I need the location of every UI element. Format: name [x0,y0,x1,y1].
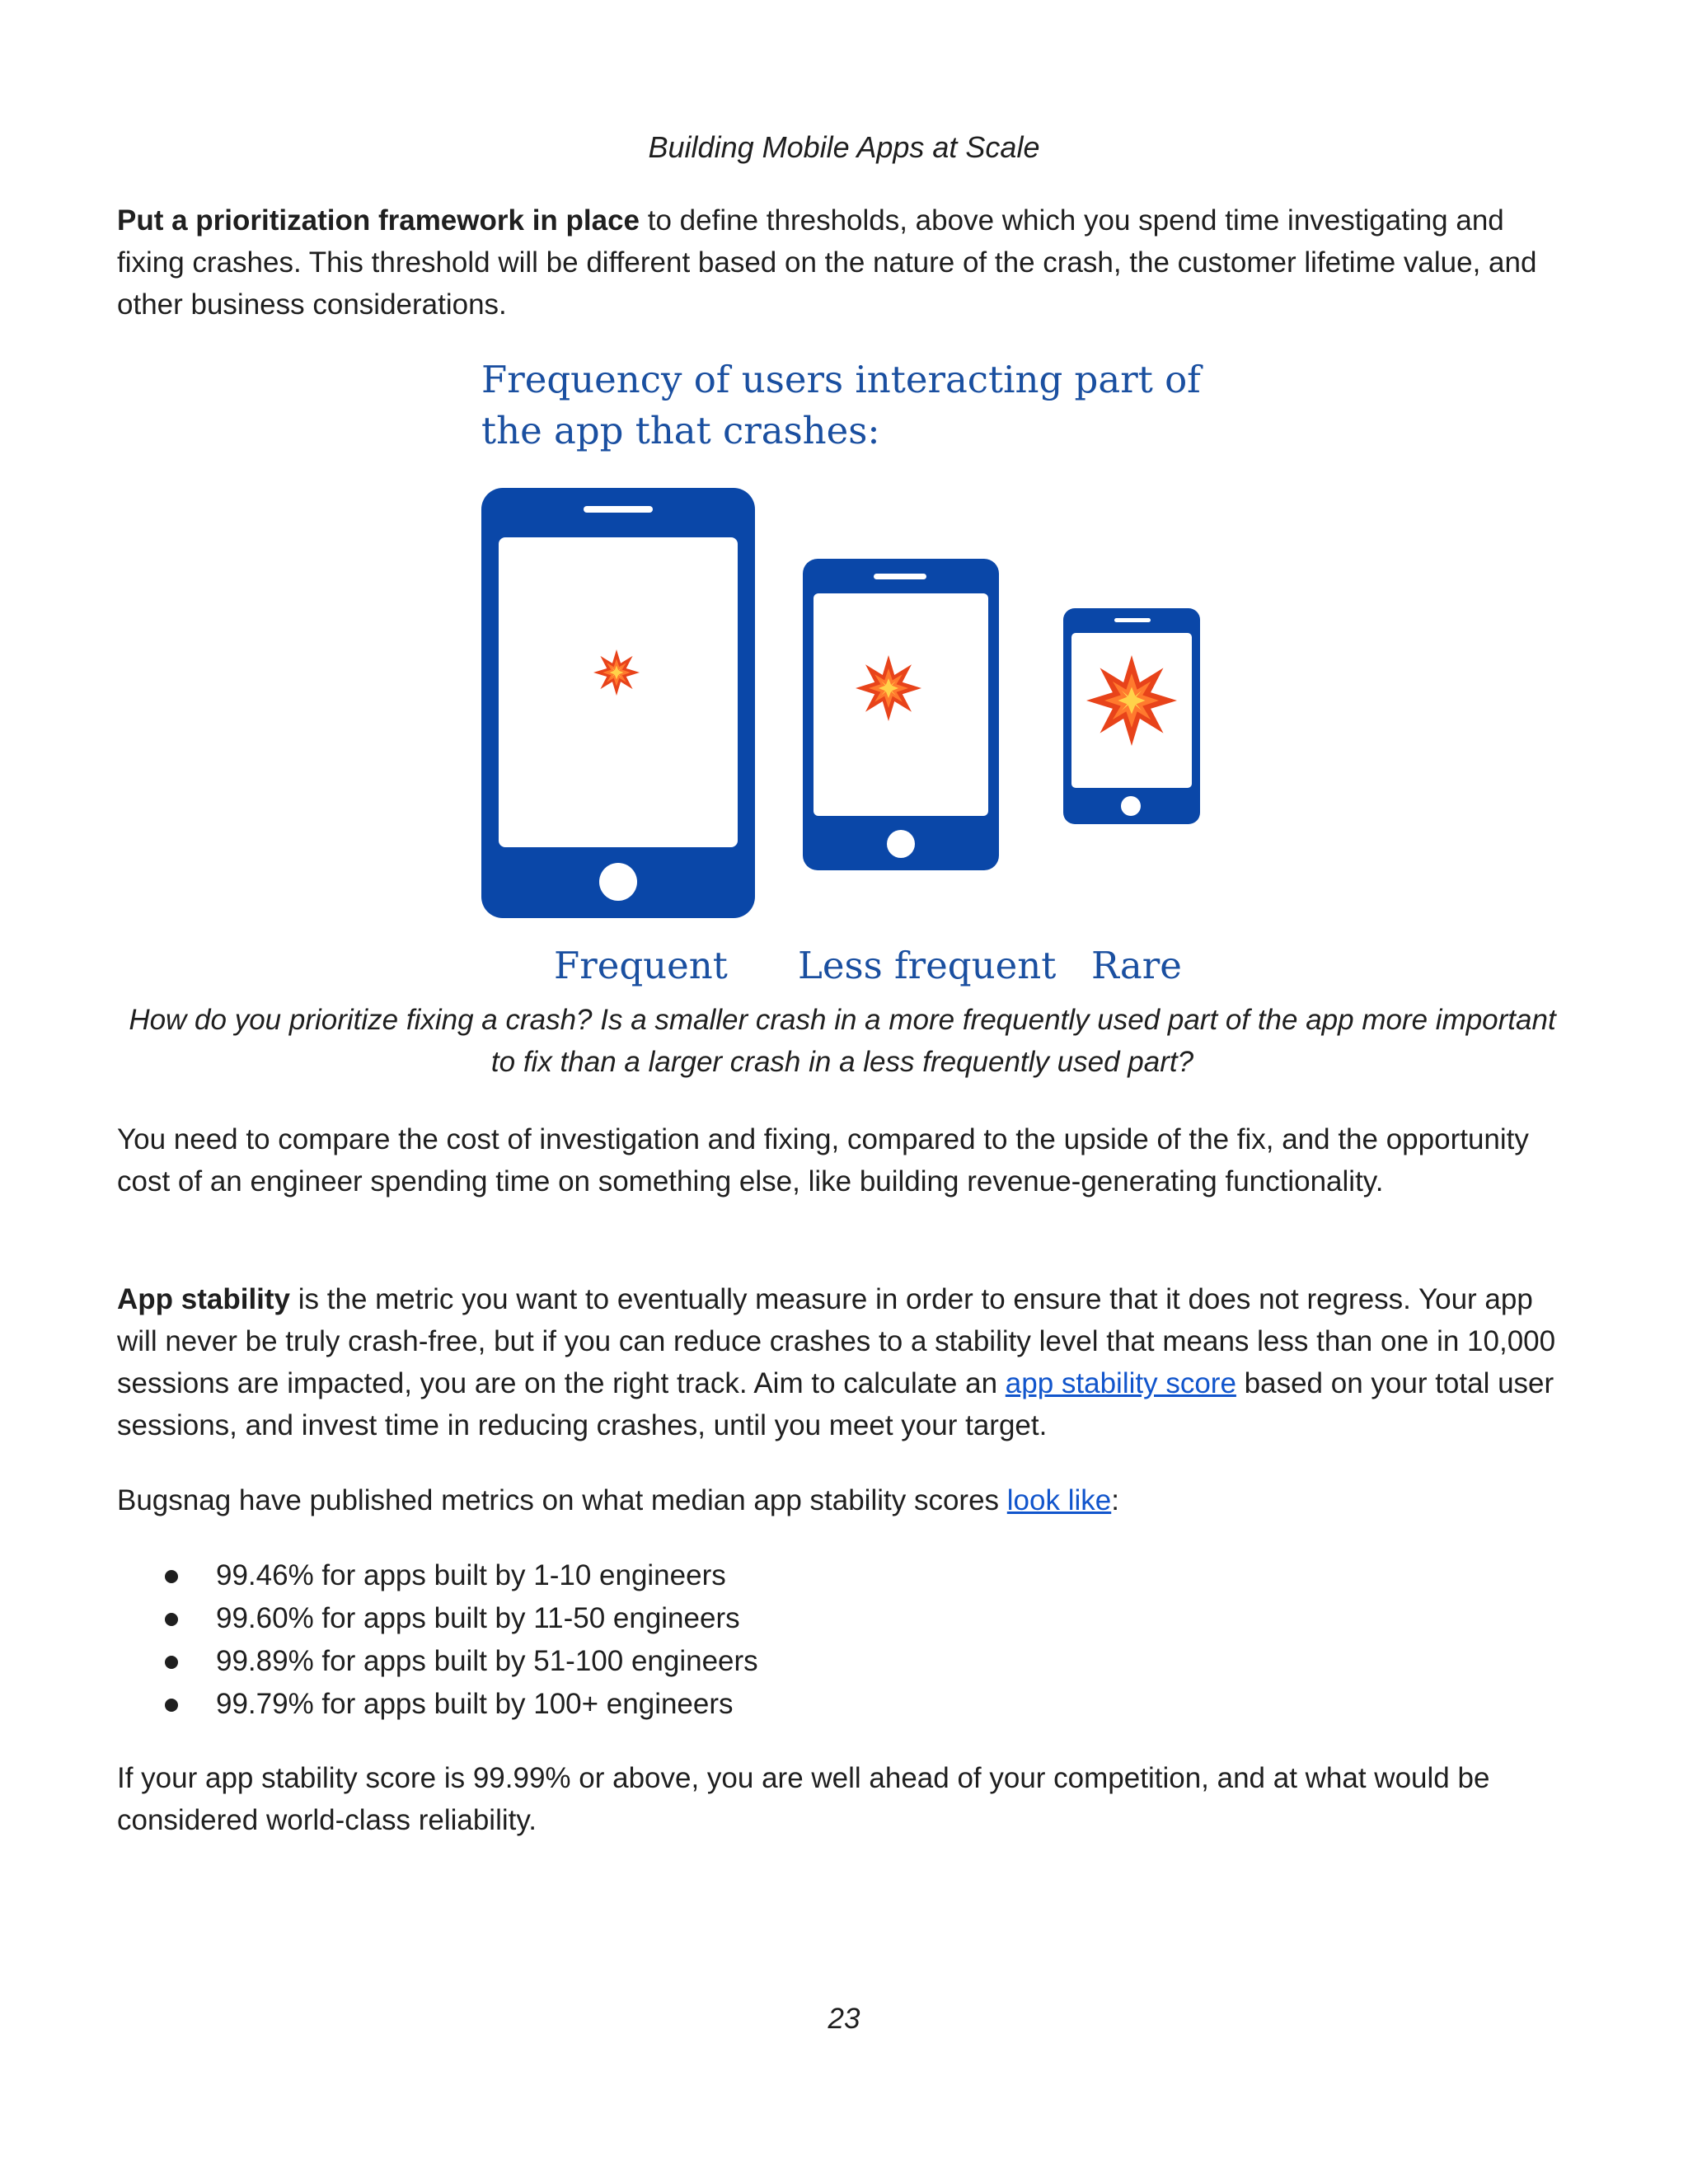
label-rare: Rare [1091,944,1182,987]
bullet-icon [165,1699,178,1712]
phones-illustration [462,470,1236,931]
label-frequent: Frequent [554,944,728,987]
stability-paragraph [117,1278,1568,1446]
phone-icon [803,559,999,870]
label-less-frequent: Less frequent [798,944,1057,987]
figure-title [481,354,1201,457]
list-item-text: 99.60% for apps built by 11-50 engineers [216,1602,740,1634]
figure-title-line1: Frequency of users interacting part of [481,358,1201,401]
app-stability-score-link[interactable]: app stability score [1005,1367,1236,1399]
bugsnag-colon: : [1111,1484,1119,1516]
list-item-text: 99.79% for apps built by 100+ engineers [216,1688,734,1720]
stability-bold: App stability [117,1283,291,1315]
intro-text: to define thresholds, above which you spend time investigating and fixing crashes. This threshold will be different based on the nature of the crash, the customer lifetime value, and other business considerations. [117,204,1537,321]
list-item-text: 99.89% for apps built by 51-100 engineers [216,1645,758,1677]
list-item [117,1683,1518,1726]
stability-text: is the metric you want to eventually measure in order to ensure that it does not regress. Your app will never be truly crash-free, but if you can reduce crashes to a stability level that means less than one in 10,000 sessions are impacted, you are on the right track. Aim to calculate an [117,1283,1556,1399]
figure-caption: How do you prioritize fixing a crash? Is a smaller crash in a more frequently used part of the app more important to fix than a larger crash in a less frequently used part? [129,1004,1556,1078]
stability-stats-list [117,1554,1518,1726]
bullet-icon [165,1570,178,1583]
running-header: Building Mobile Apps at Scale [648,130,1040,164]
list-item-text: 99.46% for apps built by 1-10 engineers [216,1559,726,1591]
bullet-icon [165,1613,178,1626]
intro-bold: Put a prioritization framework in place [117,204,640,237]
cost-paragraph: You need to compare the cost of investigation and fixing, compared to the upside of the fix, and the opportunity cost of an engineer spending time on something else, like building revenue-generating functionality. [117,1123,1529,1197]
figure-title-line2: the app that crashes: [481,409,880,452]
list-item [117,1640,1518,1683]
list-item [117,1554,1518,1597]
crash-frequency-figure [462,354,1236,997]
bugsnag-text: Bugsnag have published metrics on what median app stability scores [117,1484,1007,1516]
conclusion-paragraph: If your app stability score is 99.99% or above, you are well ahead of your competition, and at what would be considered world-class reliability. [117,1762,1490,1836]
look-like-link[interactable]: look like [1006,1484,1112,1516]
phone-icon [481,488,755,918]
bullet-icon [165,1656,178,1669]
intro-paragraph [117,199,1568,326]
stability-text-end: based on your total user sessions, and invest time in reducing crashes, until you meet your target. [117,1367,1554,1441]
list-item [117,1597,1518,1640]
page-number: 23 [828,2003,860,2035]
bugsnag-paragraph [117,1479,1568,1521]
